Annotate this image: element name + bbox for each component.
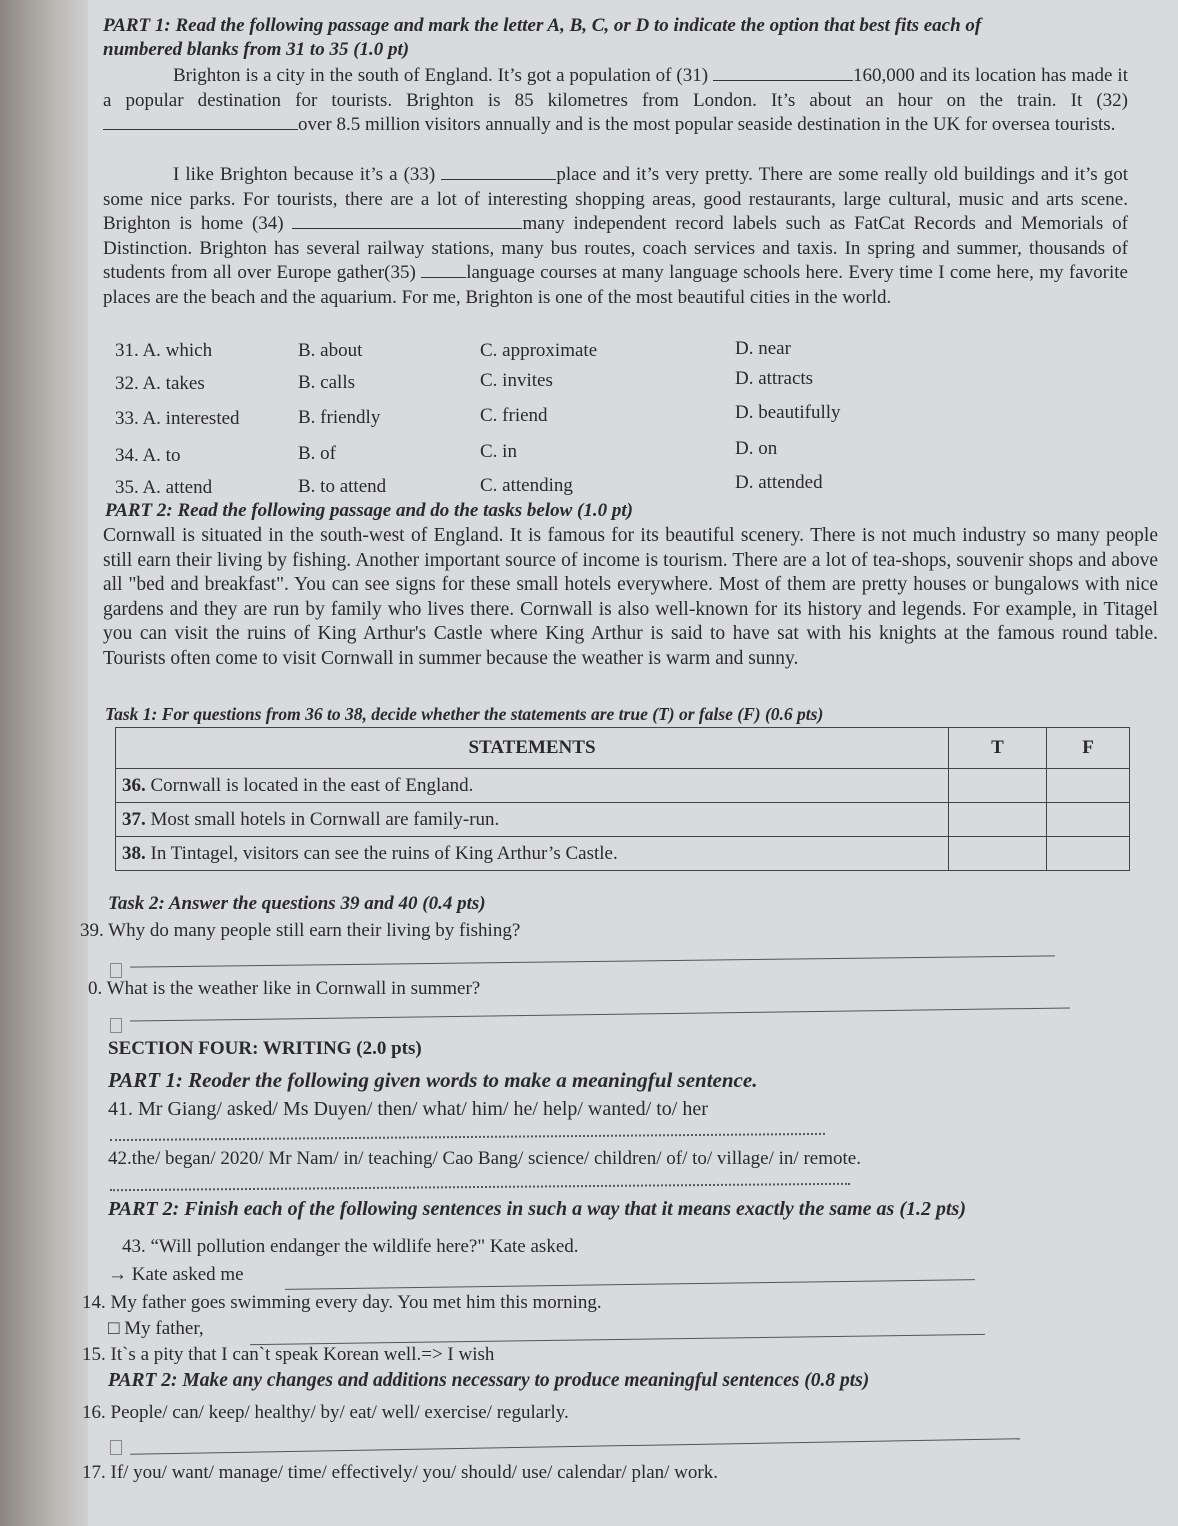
text: Brighton is a city in the south of England. It’s got a population of (31) [173, 65, 709, 86]
blank-32[interactable] [103, 115, 298, 130]
true-false-table [115, 727, 1130, 871]
option-35a[interactable]: 35. A. attend [115, 477, 213, 498]
option-34d[interactable]: D. on [735, 438, 778, 459]
option-34b[interactable]: B. of [298, 443, 336, 464]
option-33a[interactable]: 33. A. interested [115, 408, 240, 429]
blank-34[interactable] [292, 214, 522, 229]
text: 160,000 and its location has made it a popular destination for tourists. Brighton is 85 kilometres from London. It’s about an hour on the train. It (32) [103, 65, 1128, 111]
option-35c[interactable]: C. attending [480, 475, 573, 496]
table-row [116, 837, 1130, 871]
background-page-edge [0, 0, 88, 1526]
option-35b[interactable]: B. to attend [298, 476, 387, 497]
option-31c[interactable]: C. approximate [480, 340, 598, 361]
option-34a[interactable]: 34. A. to [115, 445, 181, 466]
option-33c[interactable]: C. friend [480, 405, 548, 426]
option-31a[interactable]: 31. A. which [115, 340, 213, 361]
answer-36-t[interactable] [949, 769, 1047, 803]
writing-part2-heading: PART 2: Finish each of the following sentences in such a way that it means exactly the same as (1.2 pts) [108, 1198, 966, 1220]
statement-38 [116, 837, 949, 871]
num: 36. [122, 774, 146, 796]
task1-heading: Task 1: For questions from 36 to 38, decide whether the statements are true (T) or false (F) (0.6 pts) [105, 704, 824, 724]
statements-header: STATEMENTS [116, 728, 949, 769]
option-31d[interactable]: D. near [735, 338, 791, 359]
blank-35[interactable] [421, 263, 466, 278]
writing-part3-heading: PART 2: Make any changes and additions necessary to produce meaningful sentences (0.8 pts) [108, 1370, 870, 1391]
blank-31[interactable] [713, 66, 853, 81]
section-four-heading: SECTION FOUR: WRITING (2.0 pts) [108, 1038, 422, 1059]
answer-line-46[interactable] [130, 1438, 1020, 1455]
question-42: 42.the/ began/ 2020/ Mr Nam/ in/ teaching/ Cao Bang/ science/ children/ of/ to/ village/ in/ remote. [108, 1148, 861, 1169]
statement-37 [116, 803, 949, 837]
checkbox-icon [110, 1440, 122, 1455]
option-33b[interactable]: B. friendly [298, 407, 381, 428]
blank-33[interactable] [441, 165, 556, 180]
part1-heading-line2: numbered blanks from 31 to 35 (1.0 pt) [103, 39, 410, 60]
checkbox-icon [110, 963, 122, 978]
answer-line-42[interactable] [110, 1183, 850, 1191]
option-31b[interactable]: B. about [298, 340, 363, 361]
text: over 8.5 million visitors annually and is the most popular seaside destination in the UK for oversea tourists. [298, 114, 1116, 135]
brighton-paragraph-2 [103, 163, 1128, 310]
answer-36-f[interactable] [1047, 769, 1130, 803]
text: In Tintagel, visitors can see the ruins of King Arthur’s Castle. [145, 842, 618, 864]
brighton-paragraph-1 [103, 64, 1128, 138]
part2-heading: PART 2: Read the following passage and do the tasks below (1.0 pt) [105, 500, 633, 521]
question-44-start: □ My father, [108, 1318, 204, 1339]
answer-line-41[interactable] [110, 1133, 825, 1141]
text: language courses at many language schools here. Every time I come here, my favorite places are the beach and the aquarium. For me, Brighton is one of the most beautiful cities in the world. [103, 262, 1128, 308]
statement-36 [116, 769, 949, 803]
text: Most small hotels in Cornwall are family-run. [145, 808, 500, 830]
table-row [116, 769, 1130, 803]
answer-line-43[interactable] [285, 1279, 975, 1290]
part1-heading-line1: PART 1: Read the following passage and mark the letter A, B, C, or D to indicate the option that best fits each of [103, 15, 982, 36]
answer-line-39[interactable] [130, 955, 1055, 967]
option-33d[interactable]: D. beautifully [735, 402, 841, 423]
question-44: 14. My father goes swimming every day. You met him this morning. [82, 1292, 602, 1313]
option-35d[interactable]: D. attended [735, 472, 823, 493]
text: many independent record labels such as FatCat Records and Memorials of Distinction. Brighton has several railway stations, many bus routes, coach services and taxis. In spring and summer, thousands of students from all over Europe gather(35) [103, 213, 1128, 283]
question-45: 15. It`s a pity that I can`t speak Korean well.=> I wish [82, 1344, 495, 1365]
question-47: 17. If/ you/ want/ manage/ time/ effectively/ you/ should/ use/ calendar/ plan/ work. [82, 1462, 718, 1483]
task2-heading: Task 2: Answer the questions 39 and 40 (0.4 pts) [108, 893, 486, 914]
num: 38. [122, 842, 146, 864]
answer-line-40[interactable] [130, 1007, 1070, 1021]
question-43-start: → Kate asked me [108, 1264, 244, 1285]
true-header: T [949, 728, 1047, 769]
question-40: 0. What is the weather like in Cornwall in summer? [88, 978, 481, 999]
table-row [116, 803, 1130, 837]
question-46: 16. People/ can/ keep/ healthy/ by/ eat/ well/ exercise/ regularly. [82, 1402, 569, 1423]
answer-37-t[interactable] [949, 803, 1047, 837]
text: I like Brighton because it’s a (33) [173, 164, 436, 185]
question-39: 39. Why do many people still earn their living by fishing? [80, 920, 521, 941]
answer-37-f[interactable] [1047, 803, 1130, 837]
writing-part1-heading: PART 1: Reoder the following given words to make a meaningful sentence. [108, 1068, 758, 1092]
num: 37. [122, 808, 146, 830]
text: place and it’s very pretty. There are some really old buildings and it’s got some nice parks. For tourists, there are a lot of interesting shopping areas, good restaurants, large cultural, music and arts scene. Brighton is home (34) [103, 164, 1129, 234]
answer-38-f[interactable] [1047, 837, 1130, 871]
option-32d[interactable]: D. attracts [735, 368, 814, 389]
checkbox-icon [110, 1018, 122, 1033]
option-34c[interactable]: C. in [480, 441, 517, 462]
false-header: F [1047, 728, 1130, 769]
part1-heading [103, 14, 1133, 62]
option-32c[interactable]: C. invites [480, 370, 553, 391]
question-43: 43. “Will pollution endanger the wildlife here?" Kate asked. [122, 1236, 579, 1257]
answer-38-t[interactable] [949, 837, 1047, 871]
option-32b[interactable]: B. calls [298, 372, 355, 393]
question-41: 41. Mr Giang/ asked/ Ms Duyen/ then/ what/ him/ he/ help/ wanted/ to/ her [108, 1098, 708, 1120]
cornwall-passage: Cornwall is situated in the south-west of England. It is famous for its beautiful scenery. There is not much industry so many people still earn their living by fishing. Another important source of income is tourism. There are a lot of tea-shops, souvenir shops and above all "bed and breakfast". You can see signs for these small hotels everywhere. Most of them are pretty houses or bungalows with nice gardens and they are run by family who lives there. Cornwall is also well-known for its history and legends. For example, in Titagel you can visit the ruins of King Arthur's Castle where King Arthur is said to have sat with his knights at the famous round table. Tourists often come to visit Cornwall in summer because the weather is warm and sunny. [103, 525, 1158, 669]
option-32a[interactable]: 32. A. takes [115, 373, 205, 394]
text: Cornwall is located in the east of England. [145, 774, 474, 796]
